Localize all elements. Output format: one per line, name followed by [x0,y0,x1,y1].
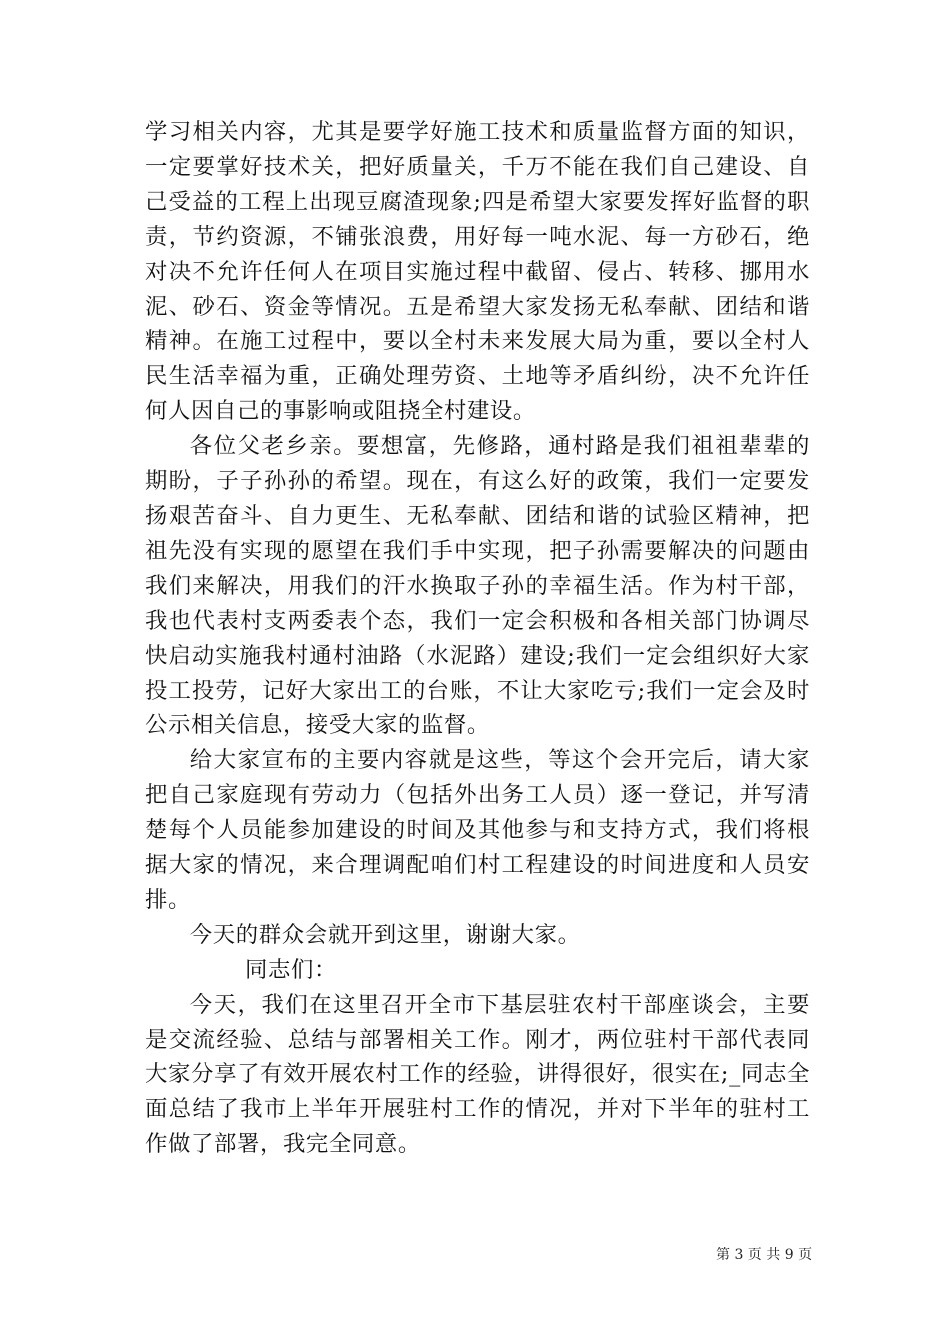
paragraph-3: 给大家宣布的主要内容就是这些，等这个会开完后，请大家把自己家庭现有劳动力（包括外出务工人员）逐一登记，并写清楚每个人员能参加建设的时间及其他参与和支持方式，我们将根据大家的情况，来合理调配咱们村工程建设的时间进度和人员安排。 [145,747,810,913]
paragraph-6: 今天，我们在这里召开全市下基层驻农村干部座谈会，主要是交流经验、总结与部署相关工作。刚才，两位驻村干部代表同大家分享了有效开展农村工作的经验，讲得很好，很实在;_同志全面总结了我市上半年开展驻村工作的情况，并对下半年的驻村工作做了部署，我完全同意。 [145,991,810,1158]
greeting-line: 同志们： [245,956,337,983]
page-number-footer: 第 3 页 共 9 页 [716,1247,813,1263]
document-body [145,115,810,1162]
paragraph-2: 各位父老乡亲。要想富，先修路，通村路是我们祖祖辈辈的期盼，子子孙孙的希望。现在，有这么好的政策，我们一定要发扬艰苦奋斗、自力更生、无私奉献、团结和谐的试验区精神，把祖先没有实现的愿望在我们手中实现，把子孙需要解决的问题由我们来解决，用我们的汗水换取子孙的幸福生活。作为村干部，我也代表村支两委表个态，我们一定会积极和各相关部门协调尽快启动实施我村通村油路（水泥路）建设;我们一定会组织好大家投工投劳，记好大家出工的台账，不让大家吃亏;我们一定会及时公示相关信息，接受大家的监督。 [145,433,810,739]
paragraph-4: 今天的群众会就开到这里，谢谢大家。 [189,921,581,948]
paragraph-1: 学习相关内容，尤其是要学好施工技术和质量监督方面的知识，一定要掌好技术关，把好质量关，千万不能在我们自己建设、自己受益的工程上出现豆腐渣现象;四是希望大家要发挥好监督的职责，节约资源，不铺张浪费，用好每一吨水泥、每一方砂石，绝对决不允许任何人在项目实施过程中截留、侵占、转移、挪用水泥、砂石、资金等情况。五是希望大家发扬无私奉献、团结和谐精神。在施工过程中，要以全村未来发展大局为重，要以全村人民生活幸福为重，正确处理劳资、土地等矛盾纠纷，决不允许任何人因自己的事影响或阻挠全村建设。 [145,119,810,425]
